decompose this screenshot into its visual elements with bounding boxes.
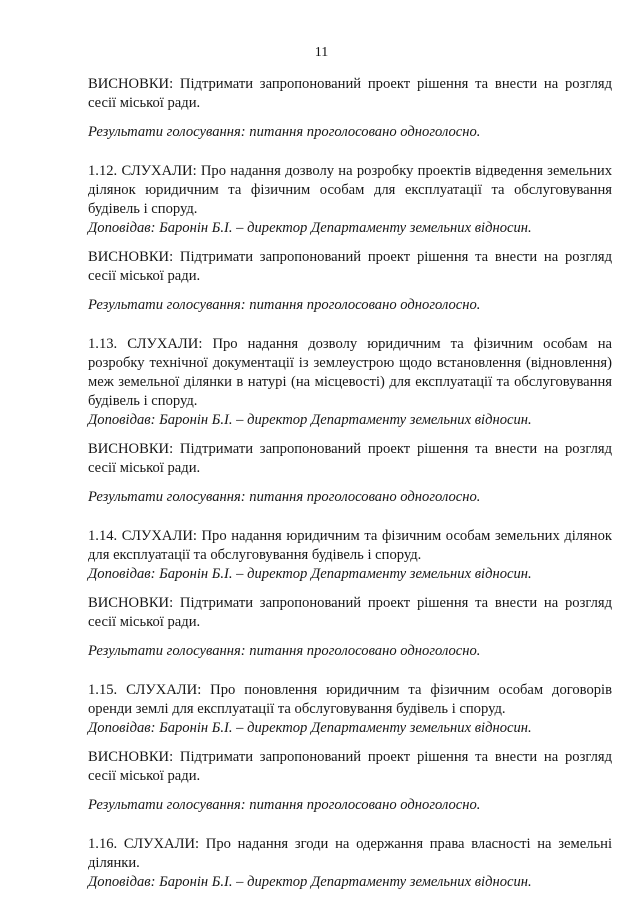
voting-result: Результати голосування: питання проголосовано одноголосно. — [88, 124, 481, 140]
heard-item-1-12: 1.12. СЛУХАЛИ: Про надання дозволу на розробку проектів відведення земельних ділянок юридичним та фізичним особам для експлуатації та обслуговування будівель і споруд. — [88, 163, 612, 217]
voting-result: Результати голосування: питання проголосовано одноголосно. — [88, 643, 481, 659]
page-content — [88, 75, 612, 902]
conclusion-paragraph: ВИСНОВКИ: Підтримати запропонований проект рішення та внести на розгляд сесії міської ради. — [88, 595, 612, 630]
voting-result: Результати голосування: питання проголосовано одноголосно. — [88, 297, 481, 313]
page-number: 11 — [314, 45, 329, 60]
heard-item-1-16: 1.16. СЛУХАЛИ: Про надання згоди на одержання права власності на земельні ділянки. — [88, 836, 612, 871]
voting-result: Результати голосування: питання проголосовано одноголосно. — [88, 489, 481, 505]
heard-item-1-15: 1.15. СЛУХАЛИ: Про поновлення юридичним та фізичним особам договорів оренди землі для експлуатації та обслуговування будівель і споруд. — [88, 682, 612, 717]
speaker-line: Доповідав: Баронін Б.І. – директор Департаменту земельних відносин. — [88, 412, 532, 428]
conclusion-paragraph: ВИСНОВКИ: Підтримати запропонований проект рішення та внести на розгляд сесії міської ради. — [88, 76, 612, 111]
voting-result: Результати голосування: питання проголосовано одноголосно. — [88, 797, 481, 813]
conclusion-paragraph: ВИСНОВКИ: Підтримати запропонований проект рішення та внести на розгляд сесії міської ради. — [88, 441, 612, 476]
heard-item-1-14: 1.14. СЛУХАЛИ: Про надання юридичним та фізичним особам земельних ділянок для експлуатації та обслуговування будівель і споруд. — [88, 528, 612, 563]
speaker-line: Доповідав: Баронін Б.І. – директор Департаменту земельних відносин. — [88, 220, 532, 236]
speaker-line: Доповідав: Баронін Б.І. – директор Департаменту земельних відносин. — [88, 874, 532, 890]
heard-item-1-13: 1.13. СЛУХАЛИ: Про надання дозволу юридичним та фізичним особам на розробку технічної документації із землеустрою щодо встановлення (відновлення) меж земельної ділянки в натурі (на місцевості) для експлуатації та обслуговування будівель і споруд. — [88, 336, 612, 409]
conclusion-paragraph: ВИСНОВКИ: Підтримати запропонований проект рішення та внести на розгляд сесії міської ради. — [88, 249, 612, 284]
speaker-line: Доповідав: Баронін Б.І. – директор Департаменту земельних відносин. — [88, 720, 532, 736]
speaker-line: Доповідав: Баронін Б.І. – директор Департаменту земельних відносин. — [88, 566, 532, 582]
conclusion-paragraph: ВИСНОВКИ: Підтримати запропонований проект рішення та внести на розгляд сесії міської ради. — [88, 749, 612, 784]
